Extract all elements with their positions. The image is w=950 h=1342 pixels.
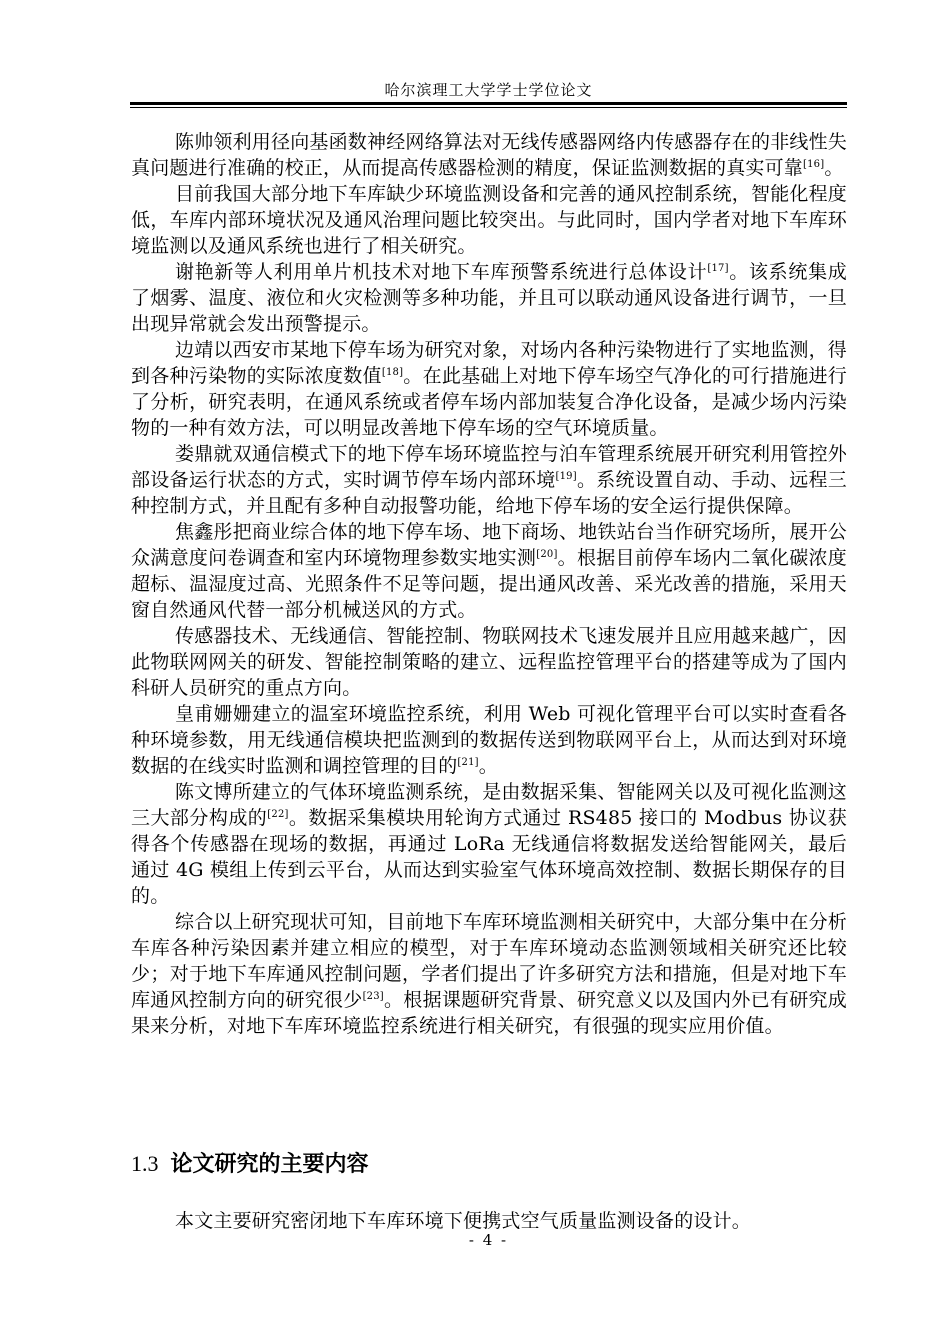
section-number: 1.3: [131, 1151, 159, 1176]
citation: [23]: [362, 991, 384, 1002]
body-text: [131, 129, 847, 1039]
paragraph: 皇甫姗姗建立的温室环境监控系统，利用 Web 可视化管理平台可以实时查看各种环境参数，用无线通信模块把监测到的数据传送到物联网平台上，从而达到对环境数据的在线实时监测和调控管理的目的[21]。: [131, 703, 847, 777]
citation: [18]: [381, 367, 404, 378]
paragraph: 陈文博所建立的气体环境监测系统，是由数据采集、智能网关以及可视化监测这三大部分构成的[22]。数据采集模块用轮询方式通过 RS485 接口的 Modbus 协议获得各个传感器在现场的数据，再通过 LoRa 无线通信将数据发送给智能网关，最后通过 4G 模组上传到云平台，从而达到实验室气体环境高效控制、数据长期保存的目的。: [131, 781, 848, 907]
paragraph: 谢艳新等人利用单片机技术对地下车库预警系统进行总体设计[17]。该系统集成了烟雾、温度、液位和火灾检测等多种功能，并且可以联动通风设备进行调节，一旦出现异常就会发出预警提示。: [131, 261, 848, 335]
section-title: 论文研究的主要内容: [170, 1152, 369, 1177]
citation: [20]: [536, 549, 558, 560]
paragraph: 边靖以西安市某地下停车场为研究对象，对场内各种污染物进行了实地监测，得到各种污染物的实际浓度数值[18]。在此基础上对地下停车场空气净化的可行措施进行了分析，研究表明，在通风系统或者停车场内部加装复合净化设备，是减少场内污染物的一种有效方法，可以明显改善地下停车场的空气环境质量。: [131, 339, 848, 439]
paragraph: 焦鑫彤把商业综合体的地下停车场、地下商场、地铁站台当作研究场所，展开公众满意度问卷调查和室内环境物理参数实地实测[20]。根据目前停车场内二氧化碳浓度超标、温湿度过高、光照条件不足等问题，提出通风改善、采光改善的措施，采用天窗自然通风代替一部分机械送风的方式。: [131, 521, 848, 621]
header-rule-thick: [130, 102, 847, 105]
section-heading: [131, 1148, 369, 1181]
citation: [22]: [267, 809, 289, 820]
paragraph: 目前我国大部分地下车库缺少环境监测设备和完善的通风控制系统，智能化程度低，车库内部环境状况及通风治理问题比较突出。与此同时，国内学者对地下车库环境监测以及通风系统也进行了相关研究。: [131, 183, 848, 257]
paragraph: 娄鼎就双通信模式下的地下停车场环境监控与泊车管理系统展开研究利用管控外部设备运行状态的方式，实时调节停车场内部环境[19]。系统设置自动、手动、远程三种控制方式，并且配有多种自动报警功能，给地下停车场的安全运行提供保障。: [131, 443, 848, 517]
section-intro-paragraph: 本文主要研究密闭地下车库环境下便携式空气质量监测设备的设计。: [175, 1210, 752, 1232]
citation: [19]: [555, 471, 577, 482]
running-header: 哈尔滨理工大学学士学位论文: [384, 81, 593, 99]
citation: [17]: [707, 263, 729, 274]
header-rule-thin: [130, 107, 847, 108]
paragraph: 传感器技术、无线通信、智能控制、物联网技术飞速发展并且应用越来越广，因此物联网网关的研发、智能控制策略的建立、远程监控管理平台的搭建等成为了国内科研人员研究的重点方向。: [131, 625, 848, 699]
citation: [21]: [457, 757, 479, 768]
page-number: - 4 -: [468, 1231, 509, 1249]
paragraph: 陈帅领利用径向基函数神经网络算法对无线传感器网络内传感器存在的非线性失真问题进行准确的校正，从而提高传感器检测的精度，保证监测数据的真实可靠[16]。: [131, 131, 848, 179]
citation: [16]: [803, 159, 825, 170]
paragraph: 综合以上研究现状可知，目前地下车库环境监测相关研究中，大部分集中在分析车库各种污染因素并建立相应的模型，对于车库环境动态监测领域相关研究还比较少；对于地下车库通风控制问题，学者们提出了许多研究方法和措施，但是对地下车库通风控制方向的研究很少[23]。根据课题研究背景、研究意义以及国内外已有研究成果来分析，对地下车库环境监控系统进行相关研究，有很强的现实应用价值。: [131, 911, 848, 1037]
